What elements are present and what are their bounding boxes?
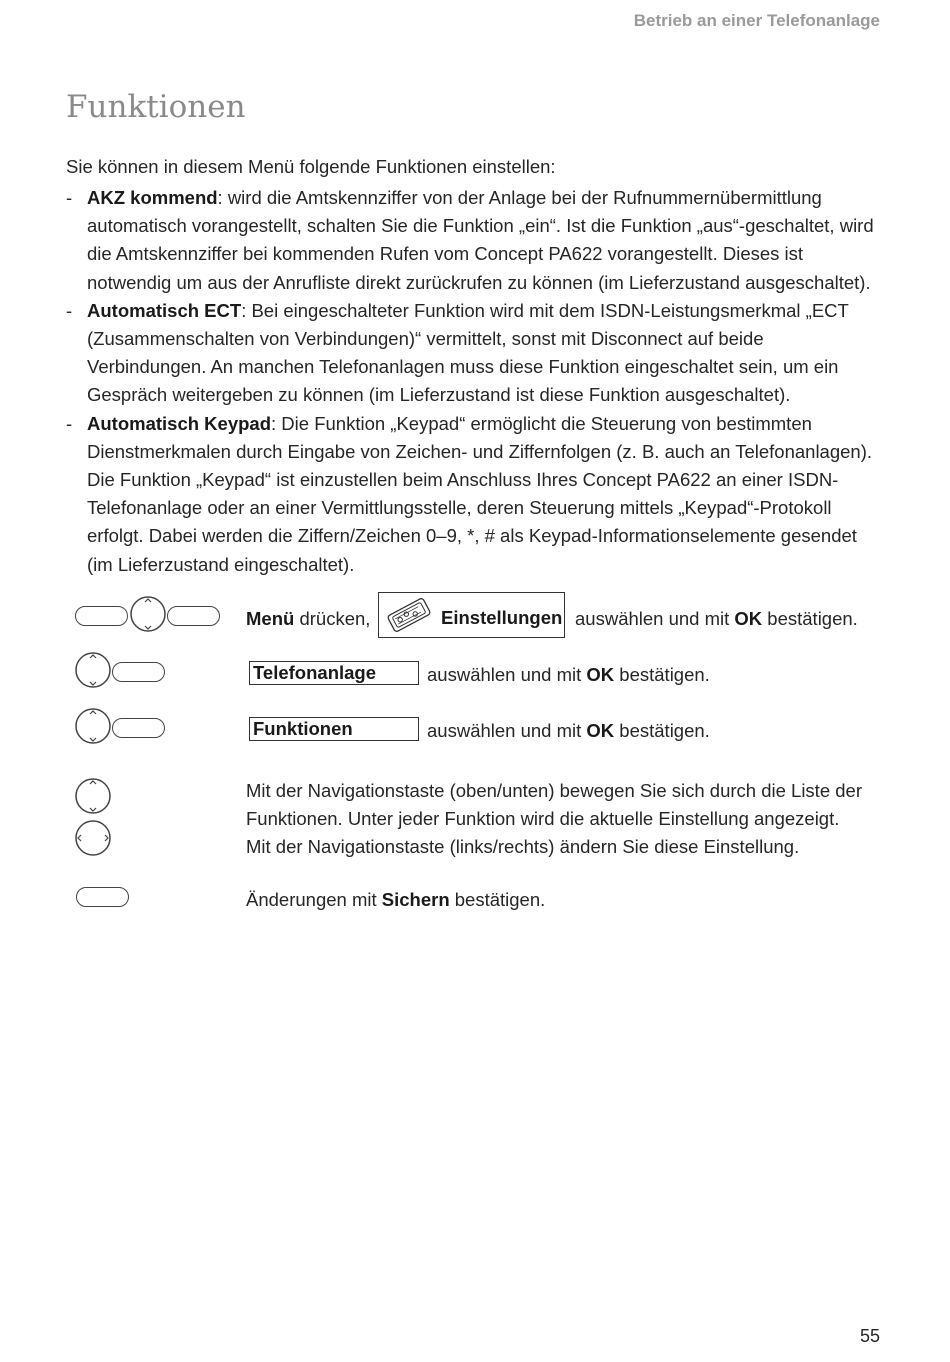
nav-updown-icon — [129, 596, 167, 632]
item-text: : Die Funktion „Keypad“ ermöglicht die Steuerung von bestimmten Dienstmerkmalen durch Eingabe von Zeichen- und Ziffernfolgen (z. B. auch an Telefonanlagen). Die Funktion „Keypad“ ist einzustellen beim Anschluss Ihres Concept PA622 an einer ISDN-Telefonanlage oder an einer Vermittlungsstelle, deren Steuerung mittels „Keypad“-Protokoll erfolgt. Dabei werden die Ziffern/Zeichen 0–9, *, # als Keypad-Informationselemente gesendet (im Lieferzustand eingeschaltet). — [87, 412, 873, 575]
step-2-text: auswählen und mit OK bestätigen. — [427, 664, 710, 685]
list-item — [66, 297, 882, 410]
item-text: : wird die Amtskennziffer von der Anlage bei der Rufnummernübermittlung automatisch vorangestellt, schalten Sie die Funktion „ein“. Ist die Funktion „aus“-geschaltet, wird die Amtskennziffer bei kommenden Rufen vom Concept PA622 vorangestellt. Dieses ist notwendig um aus der Anrufliste direkt zurückrufen zu können (im Lieferzustand ausgeschaltet). — [87, 187, 874, 293]
step-5-text: Änderungen mit Sichern bestätigen. — [246, 889, 546, 910]
list-item — [66, 410, 882, 579]
list-item — [66, 184, 882, 297]
display-telefonanlage: Telefonanlage — [249, 661, 419, 685]
step-1-text-b: auswählen und mit OK bestätigen. — [575, 608, 858, 629]
running-header: Betrieb an einer Telefonanlage — [633, 11, 880, 30]
page-title: Funktionen — [66, 89, 246, 125]
nav-updown-icon — [75, 652, 113, 688]
nav-updown-icon — [75, 778, 113, 814]
bullet-dash: - — [66, 299, 73, 321]
item-text: : Bei eingeschalteter Funktion wird mit dem ISDN-Leistungsmerkmal „ECT (Zusammenschalten von Verbindungen)“ vermittelt, sonst mit Disconnect auf beide Verbindungen. An manchen Telefonanlagen muss diese Funktion eingeschaltet sein, um ein Gespräch weitergeben zu können (im Lieferzustand ist diese Funktion ausgeschaltet). — [87, 299, 849, 406]
softkey-icon — [112, 662, 165, 682]
nav-leftright-icon — [75, 820, 113, 856]
page-number: 55 — [859, 1326, 880, 1346]
item-term: Automatisch ECT — [87, 299, 242, 321]
item-term: AKZ kommend — [87, 187, 218, 208]
settings-menu-icon — [383, 597, 435, 633]
bullet-dash: - — [66, 187, 73, 208]
intro-text: Sie können in diesem Menü folgende Funktionen einstellen: — [66, 156, 556, 177]
softkey-icon — [112, 718, 165, 738]
settings-menu-label: Einstellungen — [441, 607, 563, 628]
display-funktionen: Funktionen — [249, 717, 419, 741]
softkey-icon — [75, 606, 128, 626]
item-term: Automatisch Keypad — [87, 412, 272, 434]
softkey-icon — [76, 887, 129, 907]
bullet-dash: - — [66, 412, 73, 434]
nav-updown-icon — [75, 708, 113, 744]
softkey-icon — [167, 606, 220, 626]
settings-menu-box — [378, 592, 565, 638]
step-4-text: Mit der Navigationstaste (oben/unten) bewegen Sie sich durch die Liste der Funktionen. Unter jeder Funktion wird die aktuelle Einstellung angezeigt. Mit der Navigationstaste (links/rechts) ändern Sie diese Einstellung. — [246, 780, 862, 858]
step-1-text-a: Menü drücken, — [246, 608, 371, 629]
function-list — [66, 184, 882, 579]
step-3-text: auswählen und mit OK bestätigen. — [427, 720, 710, 741]
menu-key-label: Menü — [246, 608, 295, 629]
